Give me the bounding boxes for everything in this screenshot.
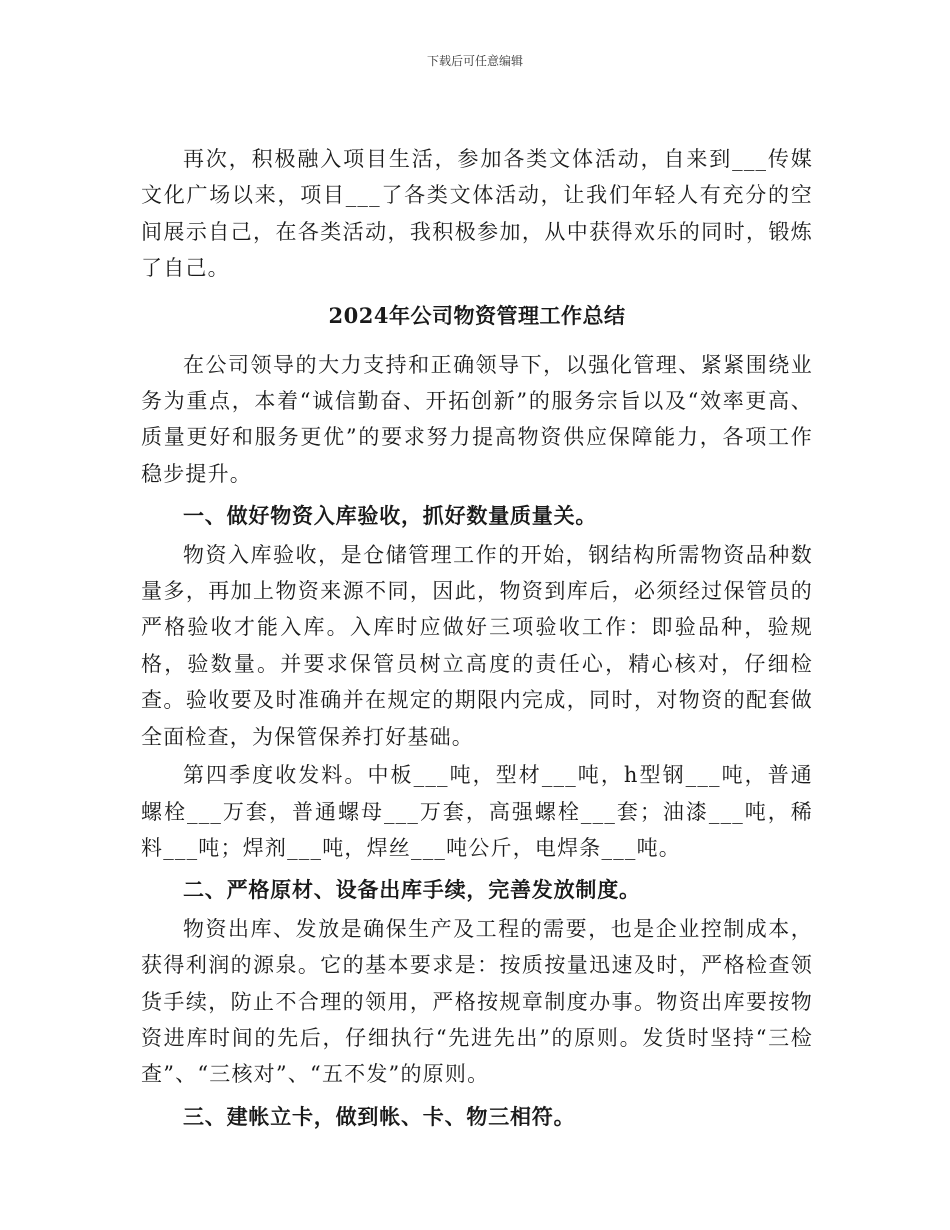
document-body [141, 141, 813, 1135]
page-header-note: 下载后可任意编辑 [426, 54, 523, 68]
document-title: 2024年公司物资管理工作总结 [328, 302, 626, 328]
section-2-heading: 二、严格原材、设备出库手续，完善发放制度。 [183, 877, 641, 903]
section-2-paragraph-1: 物资出库、发放是确保生产及工程的需要，也是企业控制成本，获得利润的源泉。它的基本要求是：按质按量迅速及时，严格检查领货手续，防止不合理的领用，严格按规章制度办事。物资出库要按物资进库时间的先后，仔细执行“先进先出”的原则。发货时坚持“三检查”、“三核对”、“五不发”的原则。 [141, 916, 813, 1087]
section-1-paragraph-2: 第四季度收发料。中板___吨，型材___吨，h型钢___吨，普通螺栓___万套，普通螺母___万套，高强螺栓___套；油漆___吨，稀料___吨；焊剂___吨，焊丝___吨公斤，电焊条___吨。 [141, 763, 813, 860]
lead-paragraph: 在公司领导的大力支持和正确领导下，以强化管理、紧紧围绕业务为重点，本着“诚信勤奋、开拓创新”的服务宗旨以及“效率更高、质量更好和服务更优”的要求努力提高物资供应保障能力，各项工作稳步提升。 [141, 352, 813, 486]
section-3-heading: 三、建帐立卡，做到帐、卡、物三相符。 [183, 1103, 576, 1129]
intro-paragraph: 再次，积极融入项目生活，参加各类文体活动，自来到___传媒文化广场以来，项目___了各类文体活动，让我们年轻人有充分的空间展示自己，在各类活动，我积极参加，从中获得欢乐的同时，锻炼了自己。 [141, 147, 813, 281]
section-1-heading: 一、做好物资入库验收，抓好数量质量关。 [183, 503, 598, 529]
section-1-paragraph-1: 物资入库验收，是仓储管理工作的开始，钢结构所需物资品种数量多，再加上物资来源不同，因此，物资到库后，必须经过保管员的严格验收才能入库。入库时应做好三项验收工作：即验品种，验规格，验数量。并要求保管员树立高度的责任心，精心核对，仔细检查。验收要及时准确并在规定的期限内完成，同时，对物资的配套做全面检查，为保管保养打好基础。 [141, 542, 813, 749]
